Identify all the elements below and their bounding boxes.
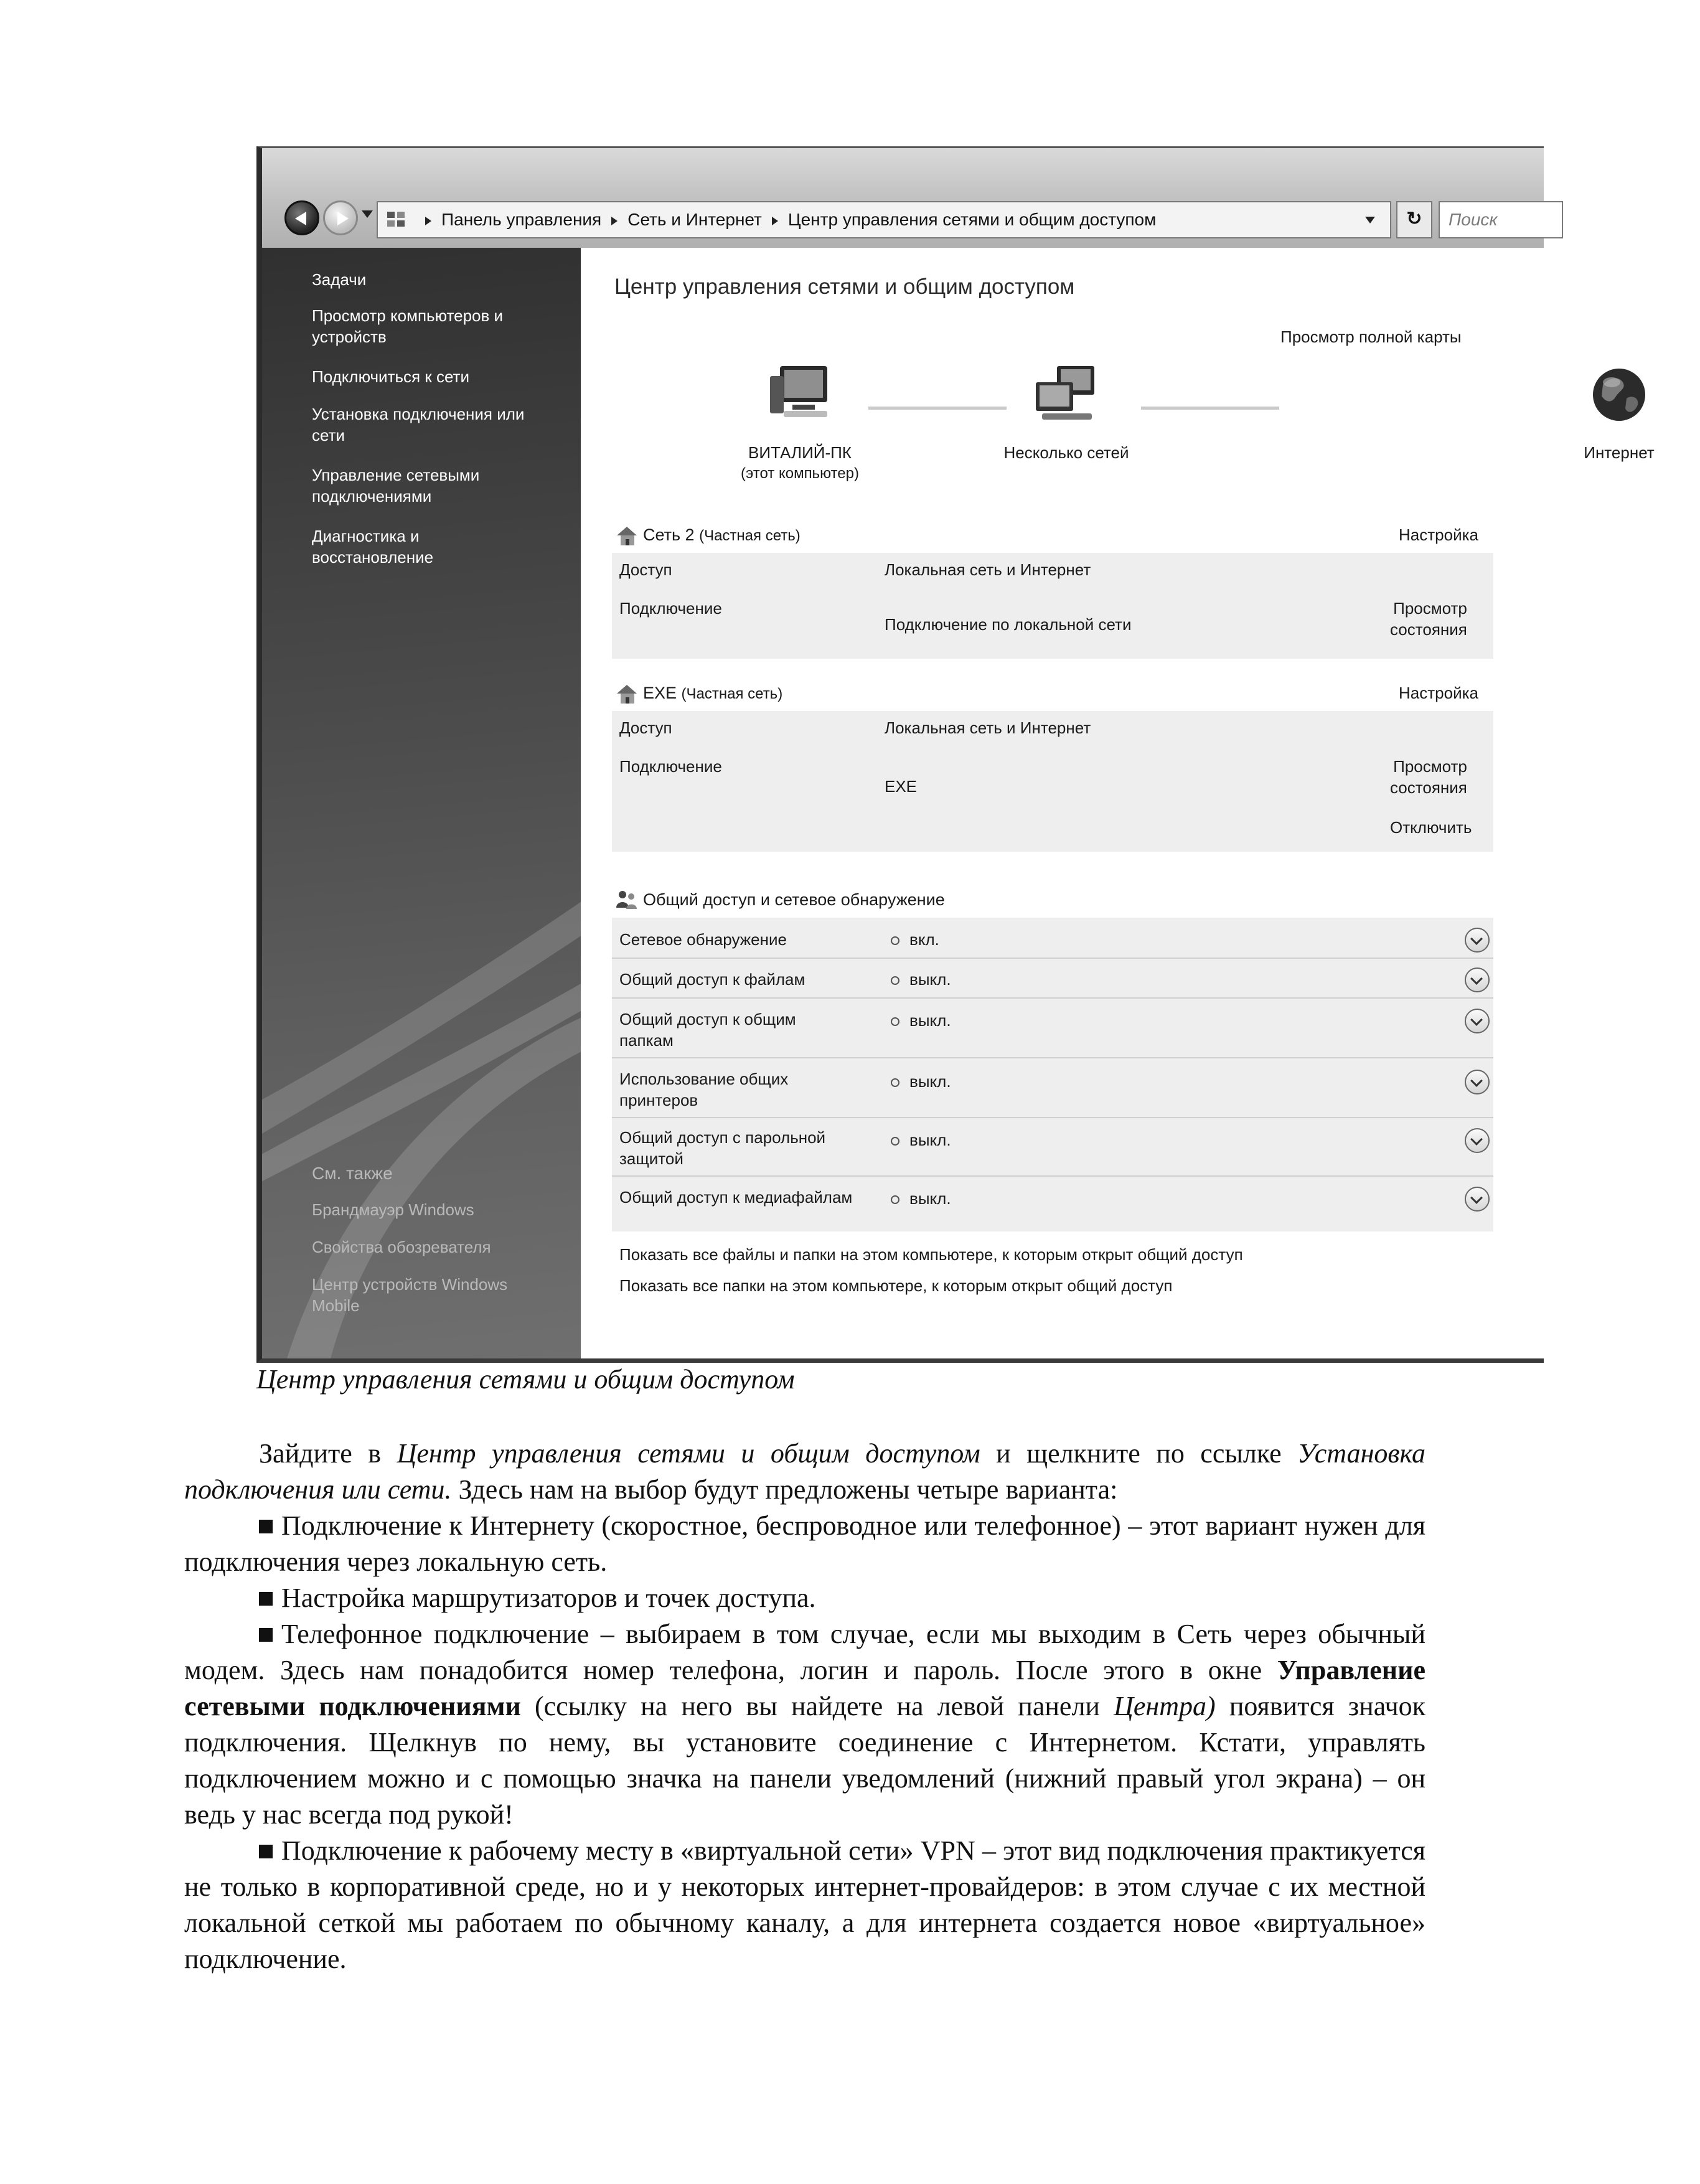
bullet-square-icon	[259, 1592, 273, 1606]
sharing-value-text: выкл.	[909, 1072, 951, 1091]
status-line: состояния	[1390, 620, 1467, 639]
recent-pages-dropdown-icon[interactable]	[362, 210, 373, 218]
label-line: Общий доступ к общим	[619, 1010, 796, 1028]
breadcrumb	[415, 202, 1156, 237]
status-dot-icon	[891, 1017, 899, 1026]
task-line: Управление сетевыми	[312, 466, 480, 484]
map-connector-line	[1141, 407, 1279, 410]
sharing-value-text: выкл.	[909, 970, 951, 989]
search-input[interactable]: Поиск	[1439, 201, 1563, 238]
breadcrumb-separator-icon	[425, 217, 431, 225]
sharing-label-file-sharing: Общий доступ к файлам	[619, 970, 805, 989]
map-connector-line	[868, 407, 1007, 410]
network-house-icon	[614, 524, 639, 547]
see-also-firewall[interactable]: Брандмауэр Windows	[312, 1200, 474, 1219]
network-2-view-status-link[interactable]	[1390, 756, 1467, 798]
network-name: EXE	[643, 684, 677, 702]
status-line: Просмотр	[1393, 599, 1467, 618]
text-run: появится значок подключения. Щелкнув по нему, вы установите соединение с Интернетом. Кстати, управлять подключением можно и с помощью значка на панели уведомлений (нижний правый угол экрана) – он ведь у нас всегда под рукой!	[184, 1691, 1425, 1830]
sharing-label-printers	[619, 1068, 788, 1111]
label-line: принтеров	[619, 1091, 698, 1109]
task-line: Просмотр компьютеров и	[312, 306, 504, 325]
sharing-value	[891, 929, 939, 950]
sharing-label-network-discovery: Сетевое обнаружение	[619, 930, 787, 949]
address-dropdown-icon[interactable]	[1365, 217, 1375, 224]
row-divider	[612, 997, 1493, 999]
sharing-value-text: вкл.	[909, 930, 939, 949]
text-run: Настройка маршрутизаторов и точек доступа.	[281, 1583, 816, 1613]
status-dot-icon	[891, 1078, 899, 1087]
network-1-title	[643, 524, 801, 547]
see-also-line: Mobile	[312, 1296, 360, 1315]
see-also-internet-options[interactable]: Свойства обозревателя	[312, 1238, 491, 1256]
emphasis-run: Центра)	[1114, 1691, 1216, 1721]
sharing-value	[891, 1129, 951, 1151]
bullet-internet	[184, 1508, 1425, 1580]
computer-icon	[768, 364, 832, 423]
sharing-value	[891, 1071, 951, 1092]
text-run: Подключение к рабочему месту в «виртуальной сети» VPN – этот вид подключения практикуется не только в корпоративной среде, но и у некоторых интернет-провайдеров: в этом случае с их местной локальной сеткой мы работаем по обычному каналу, а для интернета создается новое «виртуальное» подключение.	[184, 1835, 1425, 1974]
breadcrumb-separator-icon	[772, 217, 778, 225]
sharing-people-icon	[614, 889, 639, 910]
task-line: сети	[312, 426, 345, 445]
breadcrumb-control-panel[interactable]: Панель управления	[441, 210, 602, 229]
bullet-square-icon	[259, 1628, 273, 1642]
task-setup-connection[interactable]	[312, 403, 573, 446]
expand-chevron-icon[interactable]	[1465, 967, 1490, 992]
text-run: Здесь нам на выбор будут предложены четыре варианта:	[451, 1474, 1118, 1505]
page-title: Центр управления сетями и общим доступом	[614, 275, 1075, 299]
map-multiple-networks: Несколько сетей	[1003, 443, 1129, 462]
connection-label: Подключение	[619, 757, 722, 776]
disconnect-link[interactable]: Отключить	[1390, 818, 1472, 837]
task-line: Подключиться к сети	[312, 367, 469, 386]
internet-globe-icon	[1590, 366, 1648, 423]
access-value: Локальная сеть и Интернет	[885, 560, 1091, 579]
map-internet: Интернет	[1584, 443, 1655, 462]
bullet-square-icon	[259, 1520, 273, 1533]
label-line: Использование общих	[619, 1070, 789, 1088]
exe-connection-link[interactable]: EXE	[885, 777, 918, 796]
show-all-shared-folders-link[interactable]: Показать все папки на этом компьютере, к которым открыт общий доступ	[619, 1276, 1173, 1295]
row-divider	[612, 1117, 1493, 1118]
local-area-connection-link[interactable]: Подключение по локальной сети	[885, 615, 1132, 634]
figure-caption: Центр управления сетями и общим доступом	[256, 1364, 795, 1395]
access-label: Доступ	[619, 560, 672, 579]
task-diagnostics[interactable]	[312, 525, 573, 568]
tasks-header: Задачи	[312, 270, 367, 289]
label-line: папкам	[619, 1031, 674, 1050]
sharing-value-text: выкл.	[909, 1189, 951, 1208]
sharing-value	[891, 969, 951, 990]
network-1-customize-link[interactable]: Настройка	[1399, 525, 1478, 544]
bullet-vpn	[184, 1833, 1425, 1977]
emphasis-run: Установка подключения или сети.	[184, 1438, 1426, 1505]
task-line: устройств	[312, 327, 387, 346]
status-line: Просмотр	[1393, 757, 1467, 776]
text-run: (ссылку на него вы найдете на левой панели	[520, 1691, 1114, 1721]
see-also-line: Центр устройств Windows	[312, 1275, 508, 1294]
see-also-header: См. также	[312, 1164, 393, 1183]
sharing-value	[891, 1010, 951, 1031]
sharing-value-text: выкл.	[909, 1011, 951, 1030]
connection-label: Подключение	[619, 599, 722, 618]
row-divider	[612, 1175, 1493, 1177]
sharing-label-public-folders	[619, 1009, 796, 1051]
network-2-customize-link[interactable]: Настройка	[1399, 684, 1478, 702]
row-divider	[612, 1057, 1493, 1058]
expand-chevron-icon[interactable]	[1465, 1187, 1490, 1212]
task-view-computers[interactable]	[312, 305, 573, 347]
breadcrumb-network-internet[interactable]: Сеть и Интернет	[627, 210, 762, 229]
breadcrumb-separator-icon	[611, 217, 618, 225]
back-button[interactable]	[284, 200, 319, 235]
task-line: Диагностика и	[312, 527, 420, 545]
sharing-value-text: выкл.	[909, 1131, 951, 1149]
breadcrumb-network-center[interactable]: Центр управления сетями и общим доступом	[787, 210, 1157, 229]
address-bar[interactable]	[377, 201, 1391, 238]
access-value: Локальная сеть и Интернет	[885, 718, 1091, 737]
sharing-label-password-protection	[619, 1127, 825, 1169]
text-run: и щелкните по ссылке	[980, 1438, 1298, 1469]
sharing-label-media: Общий доступ к медиафайлам	[619, 1188, 853, 1207]
task-connect-to-network[interactable]	[312, 366, 573, 387]
label-line: защитой	[619, 1149, 683, 1168]
expand-chevron-icon[interactable]	[1465, 1070, 1490, 1094]
status-dot-icon	[891, 976, 899, 985]
text-run: Телефонное подключение – выбираем в том случае, если мы выходим в Сеть через обычный модем. Здесь нам понадобится номер телефона, логин и пароль. После этого в окне	[184, 1619, 1425, 1685]
status-line: состояния	[1390, 778, 1467, 797]
emphasis-run: Центр управления сетями и общим доступом	[397, 1438, 980, 1469]
sharing-value	[891, 1188, 951, 1209]
status-dot-icon	[891, 1195, 899, 1204]
map-computer-name: ВИТАЛИЙ-ПК	[748, 443, 852, 462]
view-full-map-link[interactable]: Просмотр полной карты	[1280, 327, 1462, 346]
access-label: Доступ	[619, 718, 672, 737]
refresh-button[interactable]: ↻	[1396, 201, 1432, 238]
status-dot-icon	[891, 936, 899, 945]
address-toolbar	[262, 148, 1544, 249]
see-also-mobile-device-center[interactable]	[312, 1274, 573, 1316]
forward-button[interactable]	[323, 200, 358, 235]
tasks-pane	[262, 248, 581, 1358]
text-run: Подключение к Интернету (скоростное, беспроводное или телефонное) – этот вариант нужен для подключения через локальную сеть.	[184, 1510, 1425, 1577]
expand-chevron-icon[interactable]	[1465, 1128, 1490, 1153]
label-line: Общий доступ с парольной	[619, 1128, 826, 1147]
status-dot-icon	[891, 1137, 899, 1146]
multiple-networks-icon	[1032, 364, 1101, 423]
network-2-title	[643, 682, 782, 705]
bold-run: Управление сетевыми подключениями	[184, 1655, 1425, 1721]
paragraph-intro	[184, 1436, 1425, 1508]
sharing-section-title: Общий доступ и сетевое обнаружение	[643, 890, 945, 909]
task-line: восстановление	[312, 548, 434, 567]
text-run: Зайдите в	[259, 1438, 397, 1469]
row-divider	[612, 958, 1493, 959]
task-line: Установка подключения или	[312, 405, 525, 423]
network-type: (Частная сеть)	[699, 527, 801, 544]
task-line: подключениями	[312, 487, 432, 506]
show-all-shared-files-link[interactable]: Показать все файлы и папки на этом компьютере, к которым открыт общий доступ	[619, 1245, 1243, 1264]
task-manage-connections[interactable]	[312, 464, 573, 507]
expand-chevron-icon[interactable]	[1465, 1009, 1490, 1033]
screenshot-window	[256, 146, 1655, 1363]
map-computer-sub: (этот компьютер)	[741, 465, 859, 482]
bullet-dialup	[184, 1616, 1425, 1833]
bullet-routers	[184, 1580, 1425, 1616]
network-house-icon	[614, 682, 639, 705]
main-content	[581, 248, 1655, 1358]
bullet-square-icon	[259, 1845, 273, 1858]
expand-chevron-icon[interactable]	[1465, 928, 1490, 953]
network-name: Сеть 2	[643, 525, 695, 544]
control-panel-icon	[385, 210, 406, 228]
network-1-view-status-link[interactable]	[1390, 598, 1467, 640]
network-type: (Частная сеть)	[681, 685, 783, 702]
